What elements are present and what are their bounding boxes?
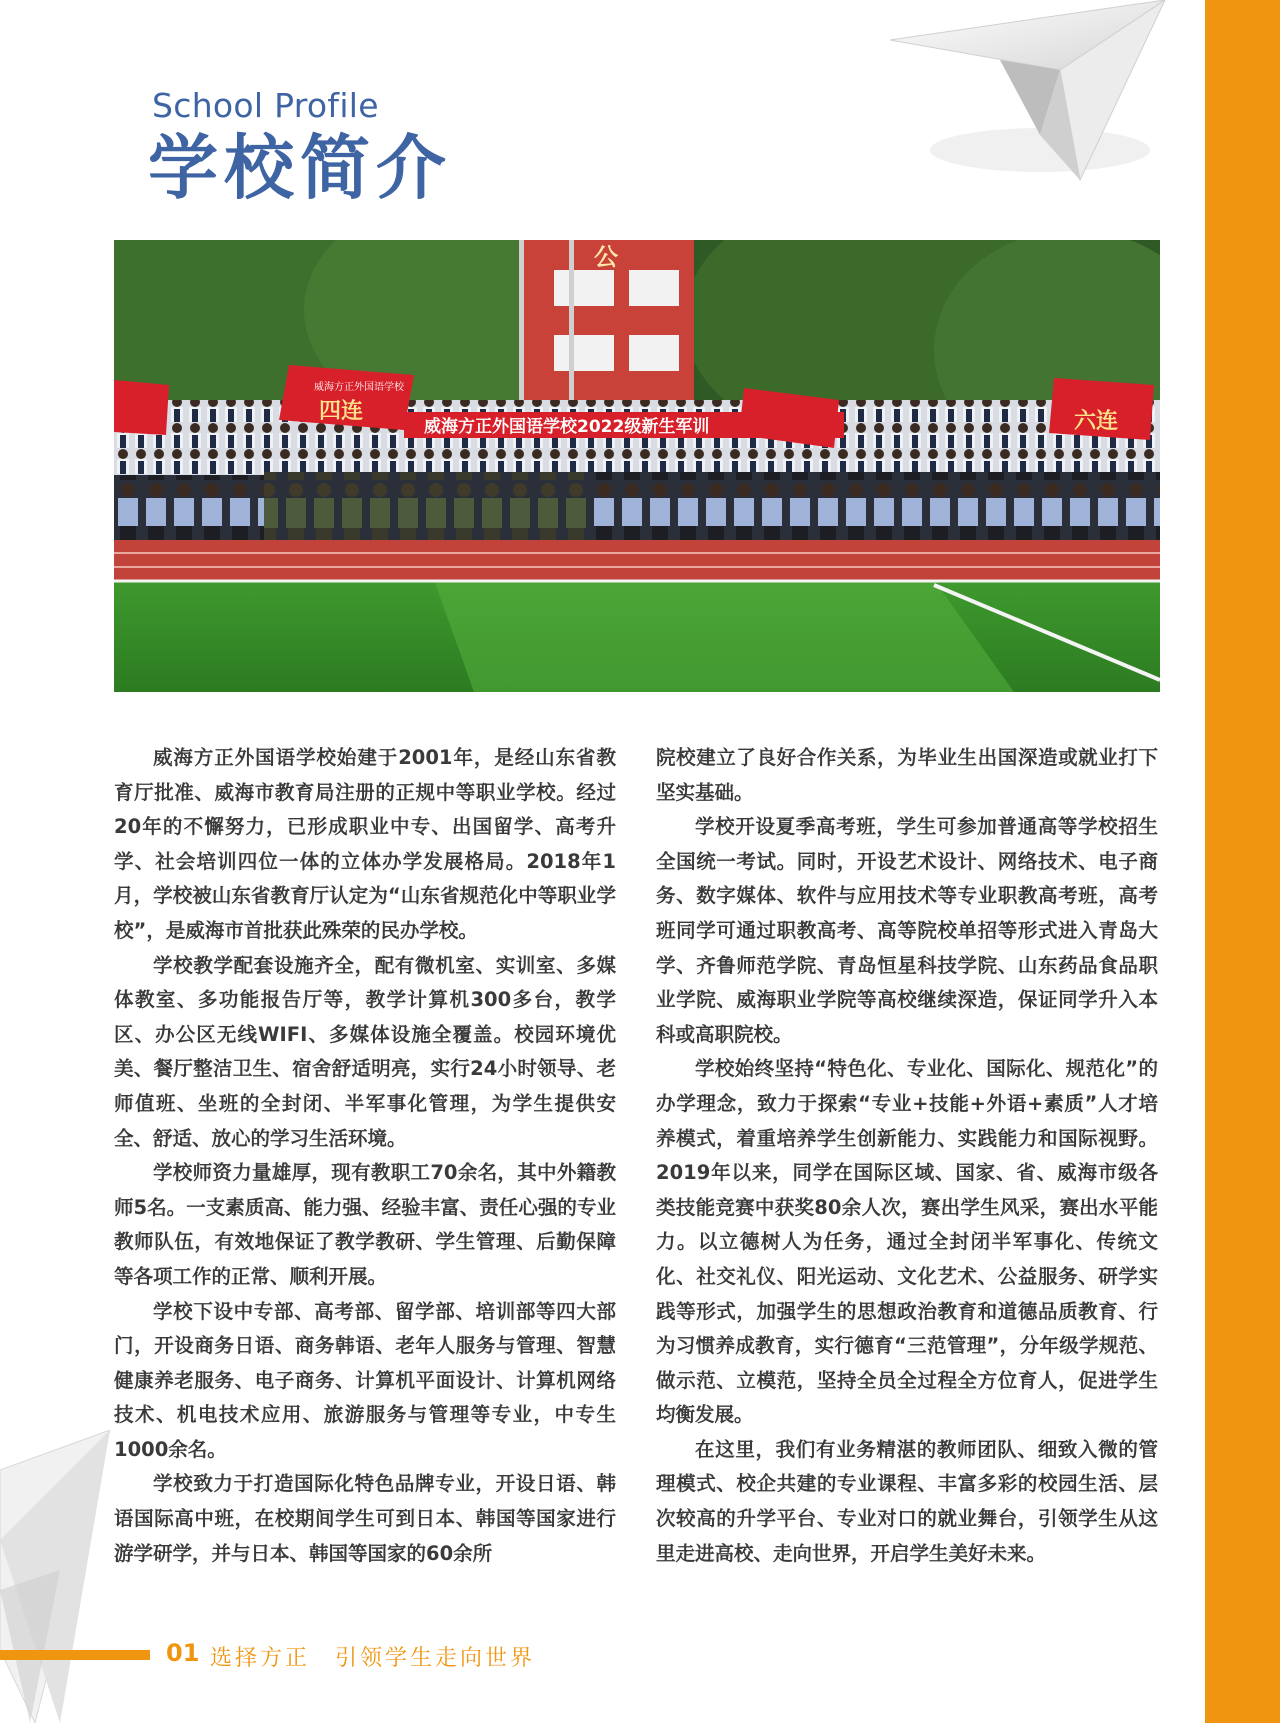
paragraph: 学校师资力量雄厚，现有教职工70余名，其中外籍教师5名。一支素质高、能力强、经验丰富、责任心强的专业教师队伍，有效地保证了教学教研、学生管理、后勤保障等各项工作的正常、顺利开展。 (114, 1161, 616, 1288)
page-number: 01 (166, 1639, 200, 1667)
paper-plane-icon (890, 0, 1180, 190)
paragraph: 学校下设中专部、高考部、留学部、培训部等四大部门，开设商务日语、商务韩语、老年人服务与管理、智慧健康养老服务、电子商务、计算机平面设计、计算机网络技术、机电技术应用、旅游服务与管理等专业，中专生1000余名。 (114, 1299, 616, 1461)
header-title-en: School Profile (152, 86, 379, 125)
paragraph: 学校教学配套设施齐全，配有微机室、实训室、多媒体教室、多功能报告厅等，教学计算机300多台，教学区、办公区无线WIFI、多媒体设施全覆盖。校园环境优美、餐厅整洁卫生、宿舍舒适明亮，实行24小时领导、老师值班、坐班的全封闭、半军事化管理，为学生提供安全、舒适、放心的学习生活环境。 (114, 953, 616, 1150)
orange-side-bar (1205, 0, 1280, 1723)
paragraph: 学校致力于打造国际化特色品牌专业，开设日语、韩语国际高中班，在校期间学生可到日本、韩国等国家进行游学研学，并与日本、韩国等国家的60余所 (114, 1472, 616, 1565)
banner-flag-4: 四连 (319, 399, 364, 424)
banner-left-flag: 威海方正外国语学校 (314, 382, 404, 393)
header-title-cn: 学校简介 (148, 127, 452, 209)
building-sign: 公 (594, 243, 618, 271)
paragraph: 学校始终坚持“特色化、专业化、国际化、规范化”的办学理念，致力于探索“专业+技能+外语+素质”人才培养模式，着重培养学生创新能力、实践能力和国际视野。2019年以来，同学在国际区域、国家、省、威海市级各类技能竞赛中获奖80余人次，赛出学生风采，赛出水平能力。以立德树人为任务，通过全封闭半军事化、传统文化、社交礼仪、阳光运动、文化艺术、公益服务、研学实践等形式，加强学生的思想政治教育和道德品质教育、行为习惯养成教育，实行德育“三范管理”，分年级学规范、做示范、立模范，坚持全员全过程全方位育人，促进学生均衡发展。 (656, 1057, 1158, 1427)
paragraph: 学校开设夏季高考班，学生可参加普通高等学校招生全国统一考试。同时，开设艺术设计、网络技术、电子商务、数字媒体、软件与应用技术等专业职教高考班，高考班同学可通过职教高考、高等院校单招等形式进入青岛大学、齐鲁师范学院、青岛恒星科技学院、山东药品食品职业学院、威海职业学院等高校继续深造，保证同学升入本科或高职院校。 (656, 815, 1158, 1046)
article-left-column (114, 741, 616, 1571)
footer-slogan: 选择方正 引领学生走向世界 (210, 1646, 536, 1671)
banner-flag-6: 六连 (1074, 409, 1119, 434)
article-right-column (656, 741, 1158, 1571)
footer-accent-line (0, 1650, 150, 1660)
group-photo (114, 240, 1160, 692)
banner-main: 威海方正外国语学校2022级新生军训 (424, 417, 710, 437)
paragraph-continuation: 院校建立了良好合作关系，为毕业生出国深造或就业打下坚实基础。 (656, 746, 1158, 804)
paragraph: 威海方正外国语学校始建于2001年，是经山东省教育厅批准、威海市教育局注册的正规中等职业学校。经过20年的不懈努力，已形成职业中专、出国留学、高考升学、社会培训四位一体的立体办学发展格局。2018年1月，学校被山东省教育厅认定为“山东省规范化中等职业学校”，是威海市首批获此殊荣的民办学校。 (114, 746, 616, 942)
paragraph: 在这里，我们有业务精湛的教师团队、细致入微的管理模式、校企共建的专业课程、丰富多彩的校园生活、层次较高的升学平台、专业对口的就业舞台，引领学生从这里走进高校、走向世界，开启学生美好未来。 (656, 1437, 1158, 1565)
